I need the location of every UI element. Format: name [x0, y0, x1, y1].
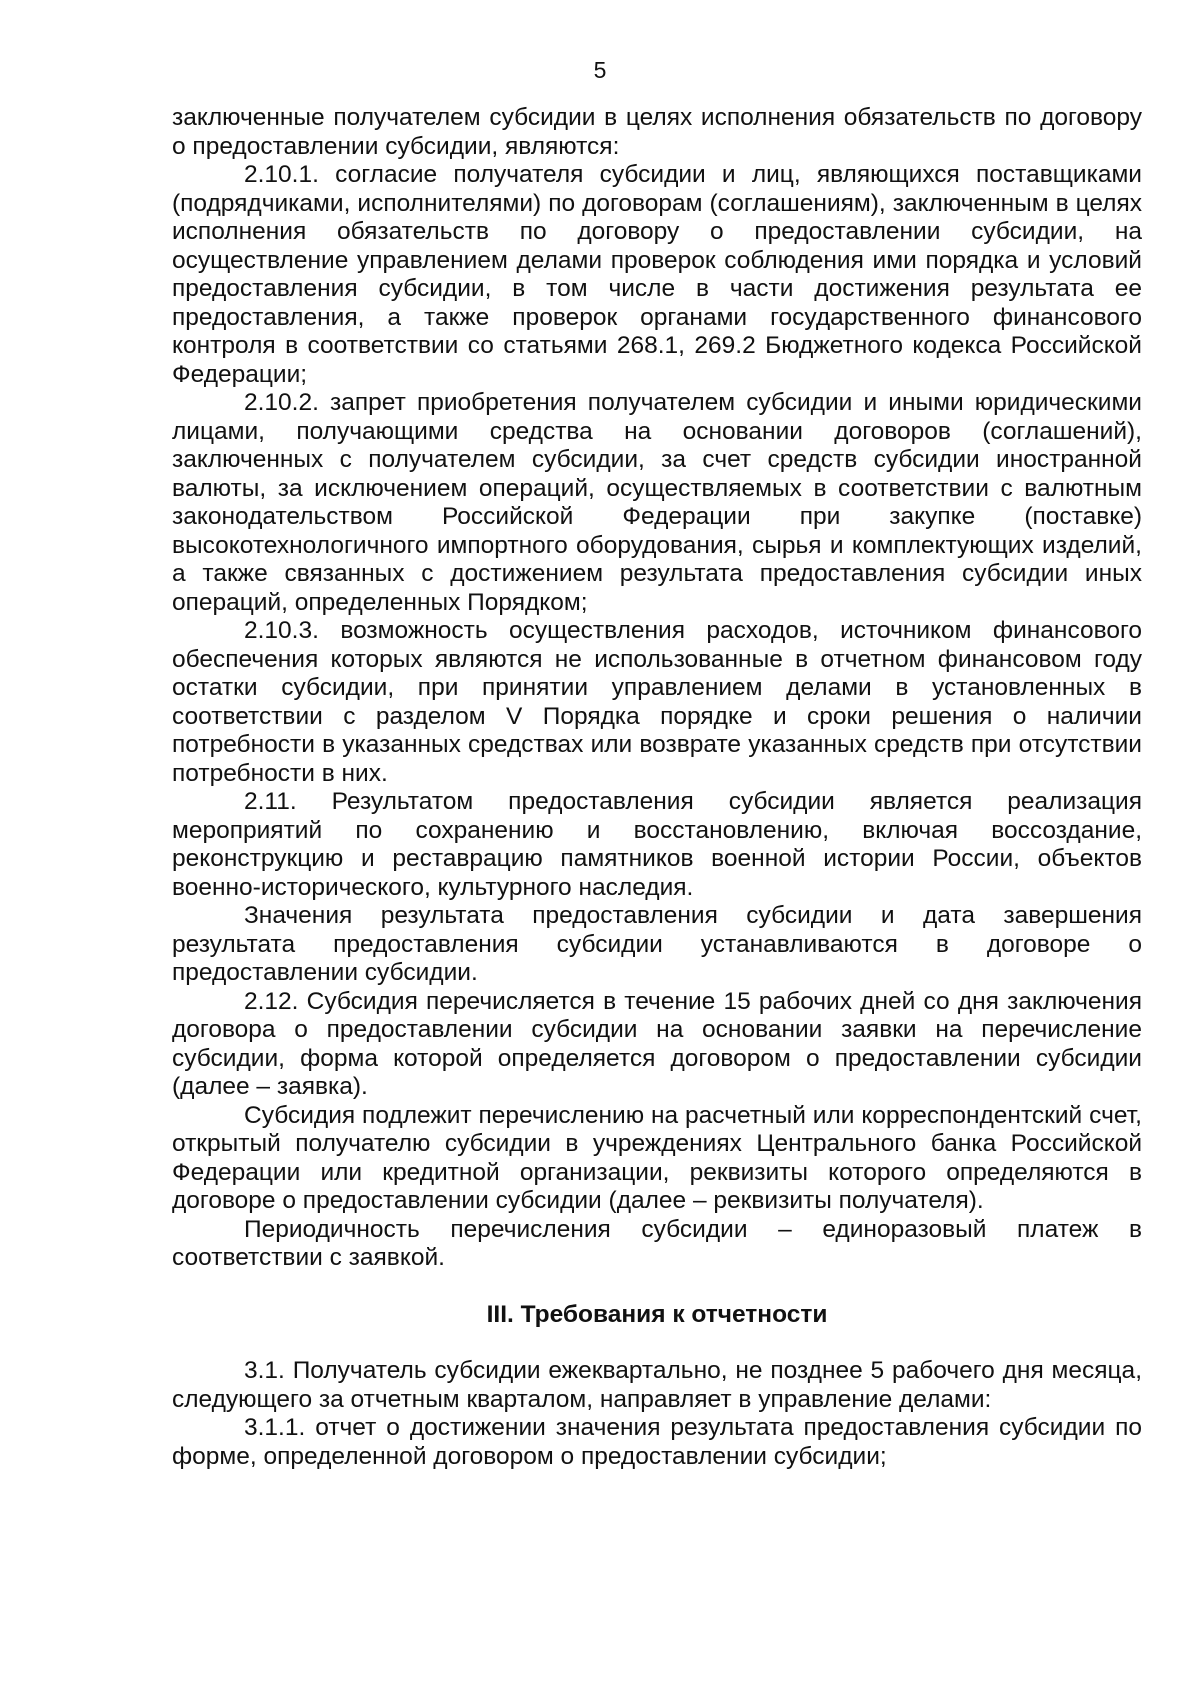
page-number: 5 [593, 57, 607, 83]
paragraph-2-12: 2.12. Субсидия перечисляется в течение 15 рабочих дней со дня заключения договора о предоставлении субсидии на основании заявки на перечисление субсидии, форма которой определяется договором о предоставлении субсидии (далее – заявка). [172, 987, 1142, 1100]
paragraph-continuation: заключенные получателем субсидии в целях исполнения обязательств по договору о предоставлении субсидии, являются: [172, 104, 1142, 160]
document-body [172, 104, 1142, 1471]
paragraph-2-10-2: 2.10.2. запрет приобретения получателем субсидии и иными юридическими лицами, получающими средства на основании договоров (соглашений), заключенных с получателем субсидии, за счет средств субсидии иностранной валюты, за исключением операций, осуществляемых в соответствии с валютным законодательством Российской Федерации при закупке (поставке) высокотехнологичного импортного оборудования, сырья и комплектующих изделий, а также связанных с достижением результата предоставления субсидии иных операций, определенных Порядком; [172, 389, 1142, 616]
paragraph-payment-frequency: Периодичность перечисления субсидии – единоразовый платеж в соответствии с заявкой. [172, 1215, 1142, 1271]
section-title: III. Требования к отчетности [486, 1300, 828, 1328]
paragraph-2-10-1: 2.10.1. согласие получателя субсидии и лиц, являющихся поставщиками (подрядчиками, исполнителями) по договорам (соглашениям), заключенным в целях исполнения обязательств по договору о предоставлении субсидии, на осуществление управлением делами проверок соблюдения ими порядка и условий предоставления субсидии, в том числе в части достижения результата ее предоставления, а также проверок органами государственного финансового контроля в соответствии со статьями 268.1, 269.2 Бюджетного кодекса Российской Федерации; [172, 161, 1142, 388]
paragraph-3-1-1: 3.1.1. отчет о достижении значения результата предоставления субсидии по форме, определенной договором о предоставлении субсидии; [172, 1414, 1142, 1470]
paragraph-2-11: 2.11. Результатом предоставления субсидии является реализация мероприятий по сохранению и восстановлению, включая воссоздание, реконструкцию и реставрацию памятников военной истории России, объектов военно-исторического, культурного наследия. [172, 788, 1142, 901]
paragraph-2-10-3: 2.10.3. возможность осуществления расходов, источником финансового обеспечения которых являются не использованные в отчетном финансовом году остатки субсидии, при принятии управлением делами в установленных в соответствии с разделом V Порядка порядке и сроки решения о наличии потребности в указанных средствах или возврате указанных средств при отсутствии потребности в них. [172, 617, 1142, 787]
paragraph-3-1: 3.1. Получатель субсидии ежеквартально, не позднее 5 рабочего дня месяца, следующего за отчетным кварталом, направляет в управление делами: [172, 1357, 1142, 1413]
paragraph-result-values: Значения результата предоставления субсидии и дата завершения результата предоставления субсидии устанавливаются в договоре о предоставлении субсидии. [172, 902, 1142, 986]
paragraph-account-transfer: Субсидия подлежит перечислению на расчетный или корреспондентский счет, открытый получателю субсидии в учреждениях Центрального банка Российской Федерации или кредитной организации, реквизиты которого определяются в договоре о предоставлении субсидии (далее – реквизиты получателя). [172, 1101, 1142, 1214]
